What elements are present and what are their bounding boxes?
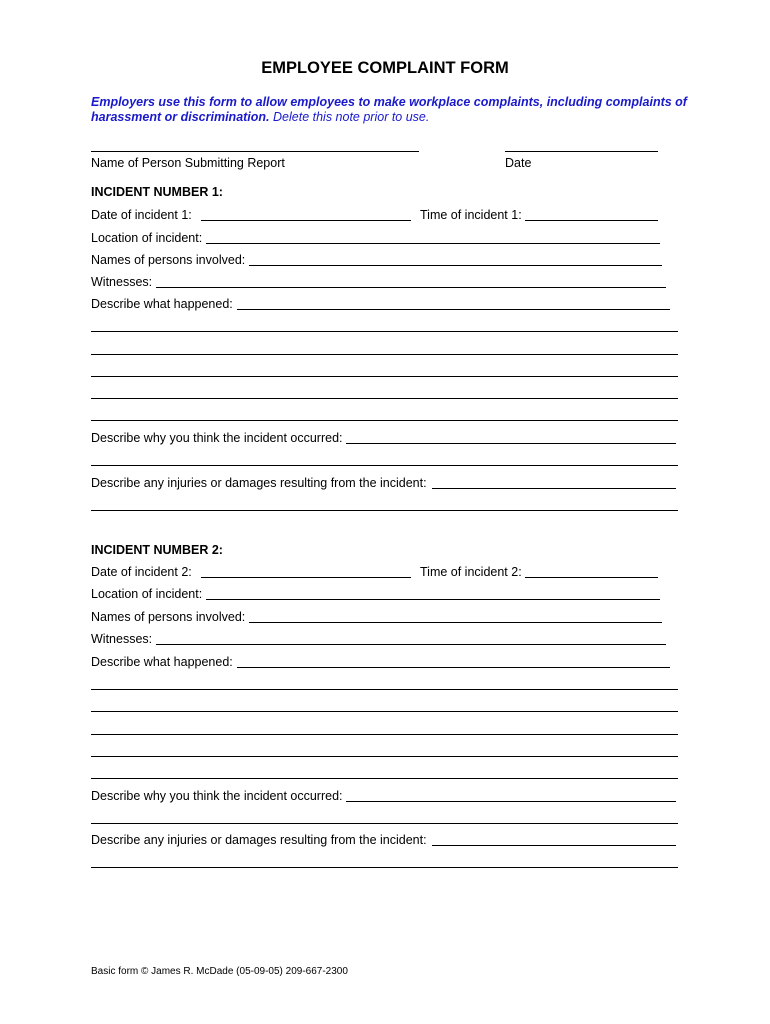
note-italic-text: Delete this note prior to use. [273, 110, 430, 124]
incident-2-persons-line[interactable] [249, 622, 662, 623]
note-bold-text: Employers use this form to allow employees to make workplace complaints, including complaints of harassment or discrimination. [91, 95, 687, 124]
incident-1-date-line[interactable] [201, 220, 411, 221]
incident-2-location-label: Location of incident: [91, 587, 203, 601]
page-title: EMPLOYEE COMPLAINT FORM [261, 59, 509, 77]
incident-1-what-label: Describe what happened: [91, 297, 233, 311]
incident-2-injuries-line-2[interactable] [91, 867, 678, 868]
incident-2-injuries-line[interactable] [432, 845, 676, 846]
incident-1-what-line-5[interactable] [91, 398, 678, 399]
incident-2-what-line-4[interactable] [91, 734, 678, 735]
incident-2-what-line-5[interactable] [91, 756, 678, 757]
incident-1-injuries-label: Describe any injuries or damages resulting from the incident: [91, 476, 427, 490]
incident-1-what-line-2[interactable] [91, 331, 678, 332]
date-field-line[interactable] [505, 151, 658, 152]
incident-2-what-line-3[interactable] [91, 711, 678, 712]
incident-1-persons-line[interactable] [249, 265, 662, 266]
incident-1-date-label: Date of incident 1: [91, 208, 192, 222]
incident-1-what-line-3[interactable] [91, 354, 678, 355]
incident-2-injuries-label: Describe any injuries or damages resulting from the incident: [91, 833, 427, 847]
incident-2-why-line[interactable] [346, 801, 676, 802]
incident-2-time-line[interactable] [525, 577, 658, 578]
incident-2-date-label: Date of incident 2: [91, 565, 192, 579]
date-label: Date [505, 156, 532, 170]
incident-2-time-label: Time of incident 2: [420, 565, 522, 579]
incident-1-injuries-line-2[interactable] [91, 510, 678, 511]
incident-2-witnesses-label: Witnesses: [91, 632, 153, 646]
incident-2-heading: INCIDENT NUMBER 2: [91, 543, 223, 557]
name-field-line[interactable] [91, 151, 419, 152]
incident-2-what-line-2[interactable] [91, 689, 678, 690]
incident-1-why-line[interactable] [346, 443, 676, 444]
incident-1-persons-label: Names of persons involved: [91, 253, 246, 267]
incident-1-location-label: Location of incident: [91, 231, 203, 245]
instruction-note [91, 95, 691, 125]
incident-1-time-line[interactable] [525, 220, 658, 221]
incident-1-witnesses-label: Witnesses: [91, 275, 153, 289]
name-label: Name of Person Submitting Report [91, 156, 285, 170]
incident-1-time-label: Time of incident 1: [420, 208, 522, 222]
incident-2-what-line-6[interactable] [91, 778, 678, 779]
incident-2-what-line[interactable] [237, 667, 670, 668]
incident-2-why-label: Describe why you think the incident occurred: [91, 789, 343, 803]
incident-1-why-line-2[interactable] [91, 465, 678, 466]
incident-1-injuries-line[interactable] [432, 488, 676, 489]
incident-1-why-label: Describe why you think the incident occurred: [91, 431, 343, 445]
incident-2-why-line-2[interactable] [91, 823, 678, 824]
incident-2-persons-label: Names of persons involved: [91, 610, 246, 624]
incident-1-witnesses-line[interactable] [156, 287, 666, 288]
incident-2-what-label: Describe what happened: [91, 655, 233, 669]
incident-1-heading: INCIDENT NUMBER 1: [91, 185, 223, 199]
incident-2-location-line[interactable] [206, 599, 660, 600]
incident-2-date-line[interactable] [201, 577, 411, 578]
incident-1-what-line[interactable] [237, 309, 670, 310]
incident-1-what-line-4[interactable] [91, 376, 678, 377]
incident-1-location-line[interactable] [206, 243, 660, 244]
incident-2-witnesses-line[interactable] [156, 644, 666, 645]
incident-1-what-line-6[interactable] [91, 420, 678, 421]
footer-copyright: Basic form © James R. McDade (05-09-05) 209-667-2300 [91, 966, 348, 977]
